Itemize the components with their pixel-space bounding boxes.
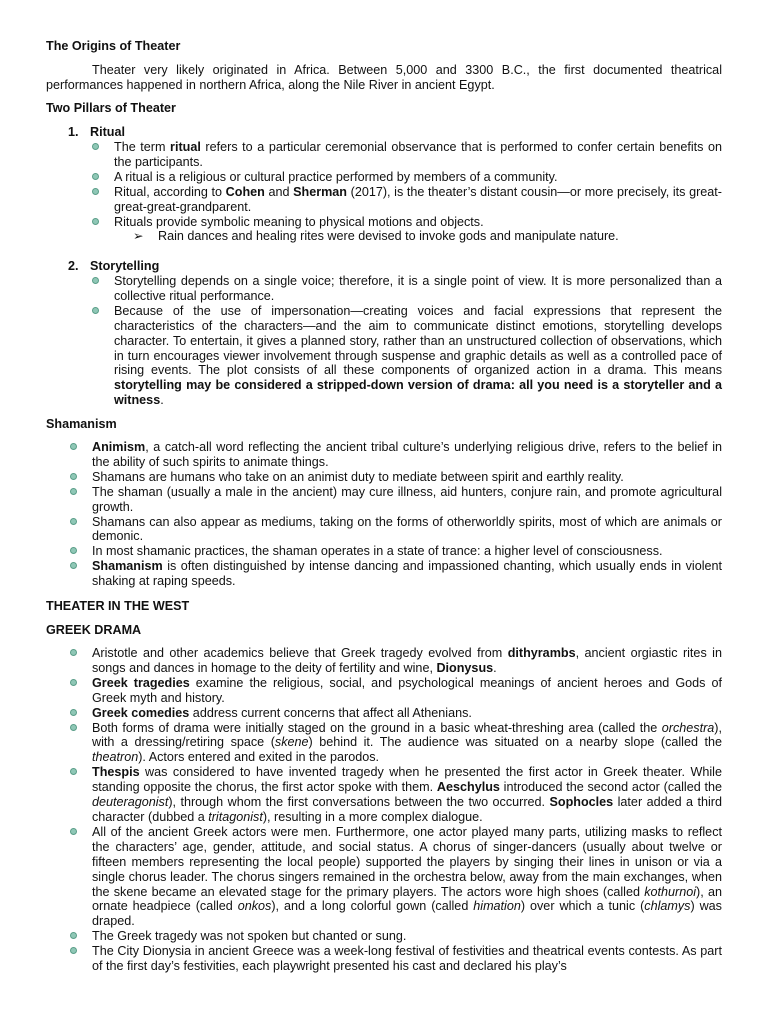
pillars-heading: Two Pillars of Theater (46, 101, 176, 115)
list-item: The term ritual refers to a particular ceremonial observance that is performed to confer certain benefits on the participants. (90, 140, 722, 170)
bullet-icon (70, 768, 77, 775)
shamanism-heading: Shamanism (46, 417, 117, 431)
bullet-icon (70, 562, 77, 569)
storytelling-number: 2. (68, 259, 79, 273)
bullet-icon (92, 277, 99, 284)
greek-bullets (68, 646, 722, 974)
bullet-icon (92, 218, 99, 225)
list-item: The Greek tragedy was not spoken but chanted or sung. (68, 929, 722, 944)
arrow-bullet-icon: ➢ (133, 229, 144, 243)
bullet-icon (70, 679, 77, 686)
storytelling-heading (68, 259, 159, 274)
list-item: Animism, a catch-all word reflecting the ancient tribal culture’s underlying religious drive, refers to the belief in the ability of such spirits to animate things. (68, 440, 722, 470)
storytelling-label: Storytelling (90, 259, 160, 273)
bullet-icon (70, 518, 77, 525)
list-item: Shamans can also appear as mediums, taking on the forms of otherworldly spirits, most of which are animals or demonic. (68, 515, 722, 545)
shamanism-bullets (68, 440, 722, 589)
list-item: Both forms of drama were initially staged on the ground in a basic wheat-threshing area (called the orchestra), with a dressing/retiring space (skene) behind it. The audience was situated on a nearby slope (called the theatron). Actors entered and exited in the parodos. (68, 721, 722, 766)
bullet-icon (70, 488, 77, 495)
bullet-icon (92, 143, 99, 150)
origins-heading: The Origins of Theater (46, 39, 181, 53)
list-item: Ritual, according to Cohen and Sherman (2017), is the theater’s distant cousin—or more precisely, its great-great-great-grandparent. (90, 185, 722, 215)
list-item: All of the ancient Greek actors were men. Furthermore, one actor played many parts, utilizing masks to reflect the characters’ age, gender, attitude, and social status. A chorus of singer-dancers (usually about twelve or fifteen members representing the local people) supported the players by singing their lines in unison or via a single chorus leader. The chorus singers remained in the orchestra below, away from the main exchanges, when the skene became an elevated stage for the primary players. The actors wore high shoes (called kothurnoi), an ornate headpiece (called onkos), and a long colorful gown (called himation) over which a tunic (chlamys) was draped. (68, 825, 722, 929)
list-item: A ritual is a religious or cultural practice performed by members of a community. (90, 170, 722, 185)
bullet-icon (70, 443, 77, 450)
list-item: The City Dionysia in ancient Greece was a week-long festival of festivities and theatrical events contests. As part of the first day’s festivities, each playwright presented his cast and declared his play’s (68, 944, 722, 974)
bullet-icon (70, 473, 77, 480)
list-item: Greek comedies address current concerns that affect all Athenians. (68, 706, 722, 721)
bullet-icon (70, 709, 77, 716)
origins-paragraph: Theater very likely originated in Africa. Between 5,000 and 3300 B.C., the first documented theatrical performances happened in northern Africa, along the Nile River in ancient Egypt. (46, 63, 722, 92)
bullet-icon (92, 307, 99, 314)
list-item: Shamans are humans who take on an animist duty to mediate between spirit and earthly reality. (68, 470, 722, 485)
list-item: ➢ Rain dances and healing rites were devised to invoke gods and manipulate nature. (133, 229, 619, 243)
bullet-icon (70, 828, 77, 835)
bullet-icon (70, 724, 77, 731)
list-item: Shamanism is often distinguished by intense dancing and impassioned chanting, which usually ends in violent shaking at raping speeds. (68, 559, 722, 589)
list-item: Rituals provide symbolic meaning to physical motions and objects. (90, 215, 722, 230)
ritual-subbullets (133, 229, 713, 244)
bullet-icon (70, 649, 77, 656)
ritual-number: 1. (68, 125, 79, 139)
list-item: In most shamanic practices, the shaman operates in a state of trance: a higher level of consciousness. (68, 544, 722, 559)
bullet-icon (92, 188, 99, 195)
ritual-heading (68, 125, 125, 140)
bullet-icon (70, 932, 77, 939)
list-item: Aristotle and other academics believe that Greek tragedy evolved from dithyrambs, ancient orgiastic rites in songs and dances in homage to the deity of fertility and wine, Dionysus. (68, 646, 722, 676)
bullet-icon (92, 173, 99, 180)
ritual-label: Ritual (90, 125, 125, 139)
greek-heading: GREEK DRAMA (46, 623, 142, 637)
list-item: Because of the use of impersonation—creating voices and facial expressions that represent the characteristics of the characters—and the aim to communicate distinct emotions, storytelling develops character. To entertain, it gives a planned story, rather than an unstructured collection of observations, which in turn encourages viewer involvement through suspense and graphic details as well as a controlled pace of rising events. The plot consists of all these components of organized action in a drama. This means storytelling may be considered a stripped-down version of drama: all you need is a storyteller and a witness. (90, 304, 722, 408)
list-item: Storytelling depends on a single voice; therefore, it is a single point of view. It is more personalized than a collective ritual performance. (90, 274, 722, 304)
storytelling-bullets (90, 274, 722, 408)
list-item: Thespis was considered to have invented tragedy when he presented the first actor in Greek theater. While standing opposite the chorus, the first actor spoke with them. Aeschylus introduced the second actor (called the deuteragonist), through whom the first conversations between the two occurred. Sophocles later added a third character (dubbed a tritagonist), resulting in a more complex dialogue. (68, 765, 722, 825)
ritual-bullets (90, 140, 722, 229)
list-item: The shaman (usually a male in the ancient) may cure illness, aid hunters, conjure rain, and promote agricultural growth. (68, 485, 722, 515)
bullet-icon (70, 547, 77, 554)
west-heading: THEATER IN THE WEST (46, 599, 190, 613)
bullet-icon (70, 947, 77, 954)
list-item: Greek tragedies examine the religious, social, and psychological meanings of ancient heroes and Gods of Greek myth and history. (68, 676, 722, 706)
